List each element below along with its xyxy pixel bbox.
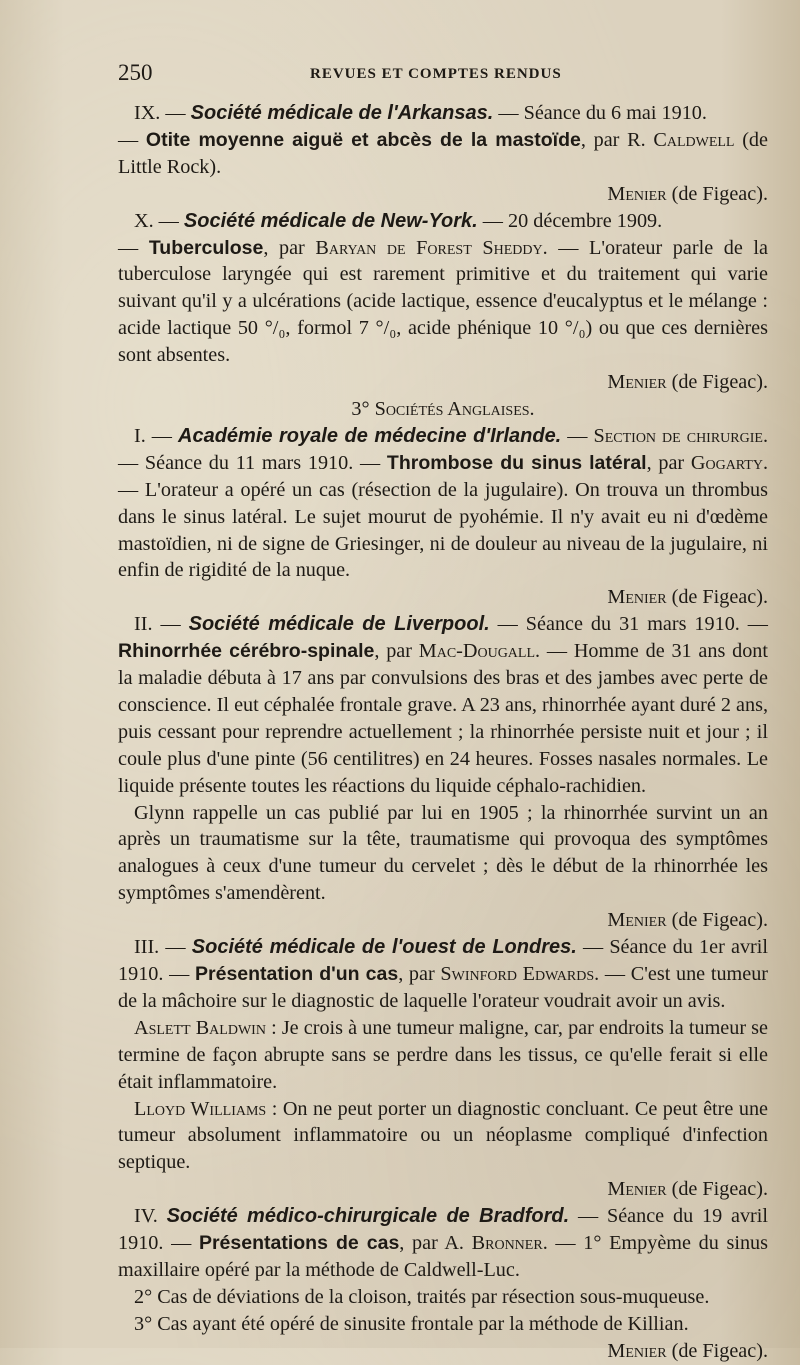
entry-text: . — L'orateur parle de la tuberculose laryngée qui est rarement primitive et du traitement qui varie suivant qu'il y a ulcérations (acide lactique, essence d'eucalyptus et le mélange : acide lactique 50 °/₀, formol 7 °/₀, acide phénique 10 °/₀) ou que ces dernières sont absentes.: [118, 236, 769, 367]
page-header: [118, 60, 768, 90]
paper-title: Otite moyenne aiguë et abcès de la mastoïde: [145, 128, 581, 151]
running-head: REVUES ET COMPTES RENDUS: [310, 66, 562, 82]
paper-title: Thrombose du sinus latéral: [386, 451, 647, 474]
signature: [118, 584, 768, 611]
entry-text: : On ne peut porter un diagnostic concluant. Ce peut être une tumeur absolument inflammatoire ou un néoplasme compliqué d'infection septique.: [118, 1097, 768, 1174]
entry-paragraph: Glynn rappelle un cas publié par lui en 1905 ; la rhinorrhée survint un an après un traumatisme sur la tête, traumatisme qui provoqua des symptômes analogues à ceux d'une tumeur du cervelet ; dès le début de la rhinorrhée les symptômes s'amendèrent.: [118, 801, 768, 905]
author-name: Swinford Edwards: [440, 963, 595, 985]
author-name: Baryan de Forest Sheddy: [315, 236, 543, 259]
society-name: Société médicale de l'ouest de Londres.: [191, 936, 577, 959]
entry-new-york: [118, 208, 768, 369]
dash: —: [561, 424, 594, 447]
article-body: [118, 100, 768, 1365]
paper-title: Présentations de cas: [198, 1232, 400, 1255]
dash: —: [118, 236, 149, 259]
by-text: , par: [398, 963, 441, 985]
entry-paragraph: [118, 1015, 768, 1096]
society-name: Société médico-chirurgicale de Bradford.: [166, 1205, 570, 1228]
session-date: — Séance du 6 mai 1910.: [493, 102, 707, 124]
section-name: Section de chirurgie: [593, 424, 763, 447]
author-name: Caldwell: [653, 128, 735, 151]
entry-number: III. —: [134, 936, 192, 959]
session-date: — Séance du 1er avril 1910. —: [118, 936, 769, 985]
signature-name: Menier: [607, 1339, 667, 1362]
entry-number: IV.: [134, 1205, 167, 1228]
entry-number: I. —: [134, 424, 178, 447]
by-text: , par A.: [399, 1232, 472, 1255]
entry-londres: [118, 934, 768, 1015]
signature-name: Menier: [607, 1178, 667, 1201]
paper-title: Rhinorrhée cérébro-spinale: [118, 640, 375, 663]
session-date: . — Séance du 11 mars 1910. —: [118, 424, 769, 474]
speaker-name: Aslett Baldwin: [134, 1016, 266, 1039]
section-number: 3°: [351, 397, 375, 420]
session-date: — Séance du 19 avril 1910. —: [118, 1205, 768, 1255]
by-text: , par R.: [580, 128, 654, 151]
signature-place: (de Figeac).: [666, 1339, 768, 1362]
entry-number: IX. —: [134, 102, 191, 124]
entry-paragraph: 2° Cas de déviations de la cloison, traités par résection sous-muqueuse.: [134, 1285, 710, 1308]
paper-title: Tuberculose: [148, 236, 264, 259]
signature-name: Menier: [607, 909, 667, 932]
session-date: — 20 décembre 1909.: [477, 209, 663, 232]
entry-number: X. —: [134, 209, 184, 232]
entry-text: . — L'orateur a opéré un cas (résection de la jugulaire). On trouva un thrombus dans le sinus latéral. Le sujet mourut de pyohémie. Il n'y avait eu ni d'œdème mastoïdien, ni de signe de Griesinger, ni de douleur au niveau de la jugulaire, ni enfin de rigidité de la nuque.: [118, 451, 769, 582]
entry-text: : Je crois à une tumeur maligne, car, par endroits la tumeur se termine de façon abrupte sans se perdre dans les tissus, ce qu'elle ferait si elle était inflammatoire.: [118, 1016, 769, 1093]
signature: [118, 181, 768, 208]
entry-text: . — 1° Empyème du sinus maxillaire opéré par la méthode de Caldwell-Luc.: [118, 1232, 768, 1281]
entry-text: . — C'est une tumeur de la mâchoire sur le diagnostic de laquelle l'orateur voudrait avoir un avis.: [118, 963, 769, 1012]
speaker-name: Lloyd Williams: [134, 1097, 267, 1120]
society-name: Société médicale de New-York.: [183, 209, 478, 232]
author-place: (de Little Rock).: [118, 128, 768, 178]
entry-paragraph: [118, 1096, 768, 1177]
signature-name: Menier: [607, 182, 667, 205]
author-name: Bronner: [471, 1232, 543, 1255]
dash: —: [118, 128, 146, 151]
signature-name: Menier: [607, 586, 667, 609]
by-text: , par: [374, 640, 419, 663]
signature-name: Menier: [607, 371, 667, 394]
author-name: Mac-Dougall: [418, 640, 536, 663]
entry-text: . — Homme de 31 ans dont la maladie débuta à 17 ans par convulsions des bras et des jambes avec perte de conscience. Il eut céphalée frontale grave. A 23 ans, rhinorrhée ayant duré 2 ans, puis cessant pour reprendre actuellement ; la rhinorrhée persiste nuit et jour ; il coule plus d'une pinte (56 centilitres) en 24 heures. Fosses nasales normales. Le liquide présente toutes les réactions du liquide céphalo-rachidien.: [118, 640, 769, 797]
signature-place: (de Figeac).: [666, 586, 768, 609]
signature: [118, 907, 768, 934]
entry-paragraph: 3° Cas ayant été opéré de sinusite frontale par la méthode de Killian.: [134, 1312, 689, 1335]
author-name: Gogarty: [690, 451, 763, 474]
section-heading: [118, 396, 768, 423]
signature: [118, 1176, 768, 1203]
signature-place: (de Figeac).: [666, 1178, 768, 1201]
section-title: Sociétés Anglaises.: [374, 397, 535, 420]
by-text: , par: [646, 451, 691, 474]
by-text: , par: [263, 236, 316, 259]
signature-place: (de Figeac).: [666, 909, 768, 932]
page-number: 250: [118, 60, 153, 85]
signature: [118, 1338, 768, 1365]
society-name: Société médicale de l'Arkansas.: [190, 102, 494, 124]
entry-irlande: [118, 423, 768, 584]
entry-liverpool: [118, 611, 768, 799]
paper-title: Présentation d'un cas: [195, 963, 399, 985]
signature: [118, 369, 768, 396]
society-name: Académie royale de médecine d'Irlande.: [178, 424, 562, 447]
entry-arkansas: [118, 100, 768, 181]
entry-number: II. —: [134, 613, 189, 636]
entry-bradford: [118, 1203, 768, 1284]
signature-place: (de Figeac).: [666, 371, 768, 394]
session-date: — Séance du 31 mars 1910. —: [489, 613, 768, 636]
society-name: Société médicale de Liverpool.: [188, 613, 490, 636]
signature-place: (de Figeac).: [666, 182, 768, 205]
